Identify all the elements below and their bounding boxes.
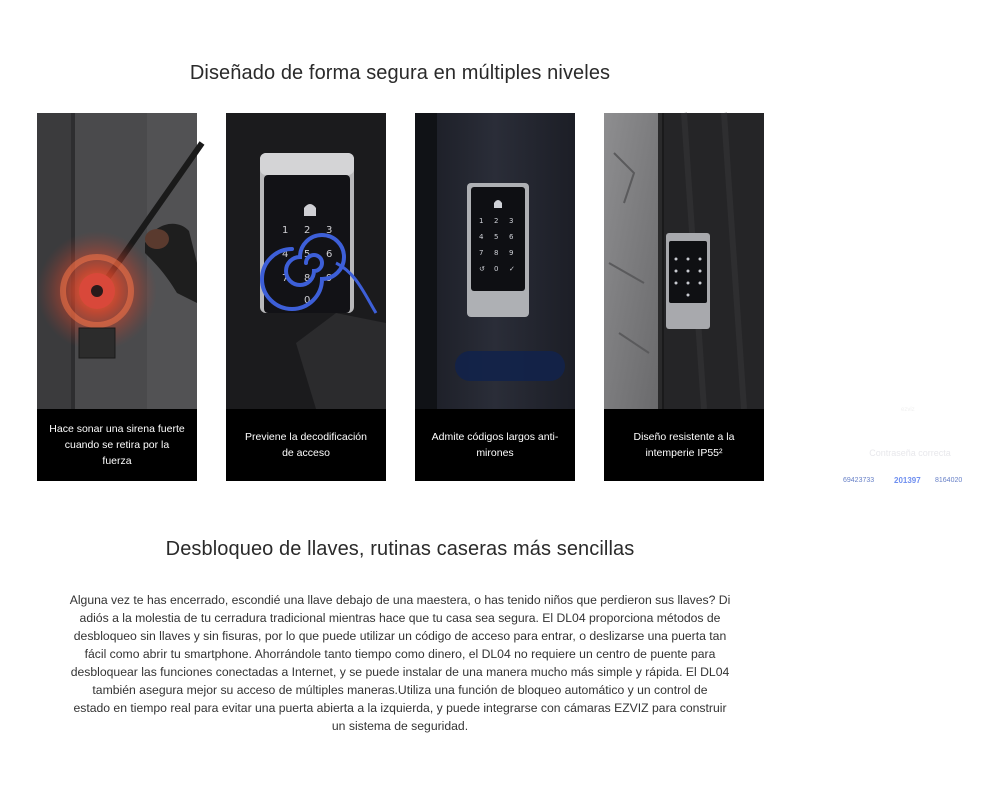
paragraph-line: adiós a la molestia de tu cerradura tradicional mientras hace que tu casa sea segura. El DL04 proporciona métodos de — [79, 611, 721, 625]
svg-text:✓: ✓ — [509, 265, 515, 273]
svg-text:9: 9 — [326, 273, 333, 284]
description-paragraph — [60, 591, 740, 735]
feature-caption: Previene la decodificación de acceso — [226, 409, 386, 481]
paragraph-line: Alguna vez te has encerrado, escondié una llave debajo de una maestera, o has tenido niños que perdieron sus llaves? Di — [69, 593, 731, 607]
svg-text:5: 5 — [494, 233, 499, 241]
paragraph-line: desbloqueo sin llaves y sin fisuras, por lo que puede utilizar un código de acceso para entrar, o deslizarse una puerta tan — [73, 629, 727, 643]
svg-text:0: 0 — [304, 295, 311, 306]
svg-text:7: 7 — [479, 249, 484, 257]
paragraph-line: también asegura mejor su acceso de múltiples maneras.Utiliza una función de bloqueo automático y un control de — [92, 683, 708, 697]
section-title-keyless: Desbloqueo de llaves, rutinas caseras más sencillas — [165, 538, 635, 560]
feature-card-siren — [37, 113, 197, 481]
siren-photo — [37, 113, 197, 409]
paragraph-line: fácil como abrir tu smartphone. Ahorrándole tanto tiempo como dinero, el DL04 no requiere un centro de puente para — [84, 647, 716, 661]
svg-text:4: 4 — [479, 233, 484, 241]
svg-text:3: 3 — [326, 225, 333, 236]
paragraph-line: estado en tiempo real para evitar una puerta abierta a la izquierda, y puede integrarse con cámaras EZVIZ para construir — [73, 701, 727, 715]
paragraph-line: un sistema de seguridad. — [331, 719, 469, 733]
svg-text:2: 2 — [494, 217, 499, 225]
correct-password-label: Contraseña correcta — [869, 448, 951, 458]
section-title-security: Diseñado de forma segura en múltiples niveles — [189, 62, 611, 84]
feature-caption: Diseño resistente a la intemperie IP55² — [604, 409, 764, 481]
paragraph-line: desbloquear las funciones conectadas a Internet, y se puede instalar de una manera mucho más simple y rápida. El DL04 — [70, 665, 730, 679]
svg-text:8: 8 — [494, 249, 499, 257]
feature-caption: Admite códigos largos anti-mirones — [415, 409, 575, 481]
svg-text:7: 7 — [282, 273, 289, 284]
feature-card-weather-resistant — [604, 113, 764, 481]
svg-text:9: 9 — [509, 249, 514, 257]
svg-text:3: 3 — [509, 217, 514, 225]
svg-text:5: 5 — [304, 249, 311, 260]
svg-text:1: 1 — [282, 225, 289, 236]
brand-label: ezviz — [901, 407, 915, 413]
svg-text:0: 0 — [494, 265, 499, 273]
svg-text:4: 4 — [282, 249, 289, 260]
code-segment: 8164020 — [935, 477, 963, 484]
svg-text:8: 8 — [304, 273, 311, 284]
code-segment: 69423733 — [843, 477, 875, 484]
feature-card-anti-decoding — [226, 113, 386, 481]
anti-decoding-photo — [226, 113, 386, 409]
svg-text:6: 6 — [509, 233, 514, 241]
code-segment-highlight: 201397 — [894, 476, 921, 485]
feature-caption: Hace sonar una sirena fuerte cuando se retira por la fuerza — [37, 409, 197, 481]
svg-text:2: 2 — [304, 225, 311, 236]
anti-peeping-photo — [415, 113, 575, 409]
svg-text:↺: ↺ — [479, 265, 485, 273]
weather-resistant-photo — [604, 113, 764, 409]
svg-text:6: 6 — [326, 249, 333, 260]
svg-text:1: 1 — [479, 217, 484, 225]
